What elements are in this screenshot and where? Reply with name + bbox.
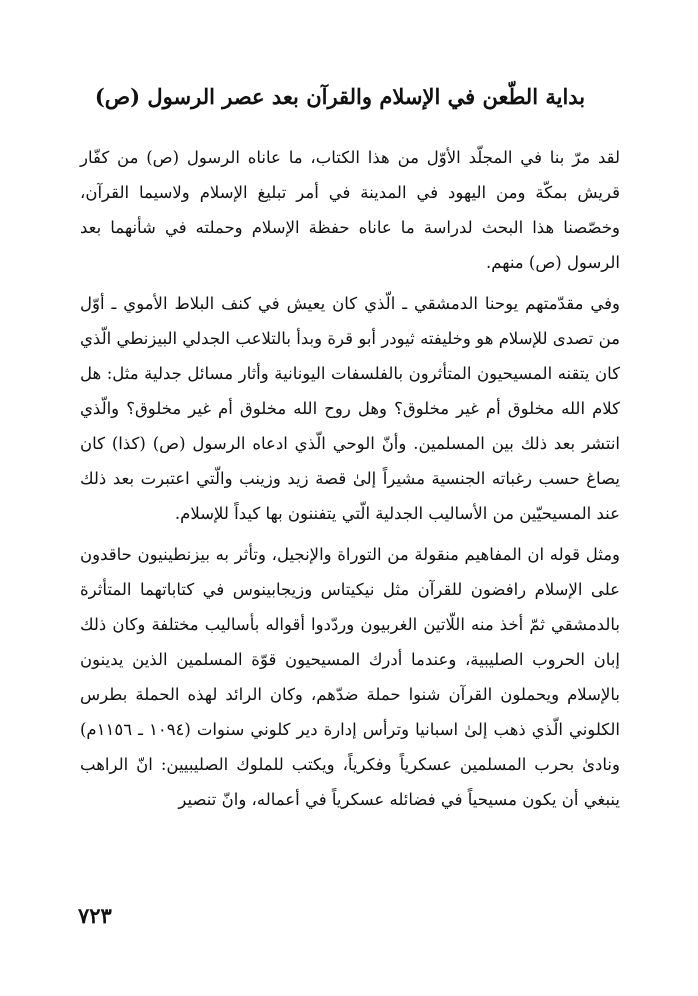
body-text	[80, 140, 620, 823]
page-number: ٧٢٣	[78, 903, 112, 928]
chapter-title: بداية الطّعن في الإسلام والقرآن بعد عصر الرسول (ص)	[94, 84, 586, 109]
paragraph-3: ومثل قوله ان المفاهيم منقولة من التوراة والإنجيل، وتأثر به بيزنطينيون حاقدون على الإسلام رافضون للقرآن مثل نيكيتاس وزيجابينوس في كتاباتهما المتأثرة بالدمشقي ثمّ أخذ منه اللّاتين الغربيون وردّدوا أقواله بأساليب مختلفة وكان ذلك إبان الحروب الصليبية، وعندما أدرك المسيحيون قوّة المسلمين الذين يدينون بالإسلام ويحملون القرآن شنوا حملة ضدّهم، وكان الرائد لهذه الحملة بطرس الكلوني الّذي ذهب إلىٰ اسبانيا وترأس إدارة دير كلوني سنوات (١٠٩٤ ـ ١١٥٦م) ونادىٰ بحرب المسلمين عسكرياً وفكرياً، ويكتب للملوك الصليبيين: انّ الراهب ينبغي أن يكون مسيحياً في فضائله عسكرياً في أعماله، وانّ تنصير	[80, 545, 621, 809]
paragraph-2: وفي مقدّمتهم يوحنا الدمشقي ـ الّذي كان يعيش في كنف البلاط الأموي ـ أوّل من تصدى للإسلام هو وخليفته ثيودر أبو قرة وبدأ بالتلاعب الجدلي البيزنطي الّذي كان يتقنه المسيحيون المتأثرون بالفلسفات اليونانية وأثار مسائل جدلية مثل: هل كلام الله مخلوق أم غير مخلوق؟ وهل روح الله مخلوق أم غير مخلوق؟ والّذي انتشر بعد ذلك بين المسلمين. وأنّ الوحي الّذي ادعاه الرسول (ص) (كذا) كان يصاغ حسب رغباته الجنسية مشيراً إلىٰ قصة زيد وزينب والّتي اعتبرت بعد ذلك عند المسيحيّين من الأساليب الجدلية الّتي يتفننون بها كيداً للإسلام.	[80, 294, 620, 523]
paragraph-1: لقد مرّ بنا في المجلّد الأوّل من هذا الكتاب، ما عاناه الرسول (ص) من كفّار قريش بمكّة ومن اليهود في المدينة في أمر تبليغ الإسلام ولاسيما القرآن، وخصّصنا هذا البحث لدراسة ما عاناه حفظة الإسلام وحملته في شأنهما بعد الرسول (ص) منهم.	[80, 148, 620, 272]
